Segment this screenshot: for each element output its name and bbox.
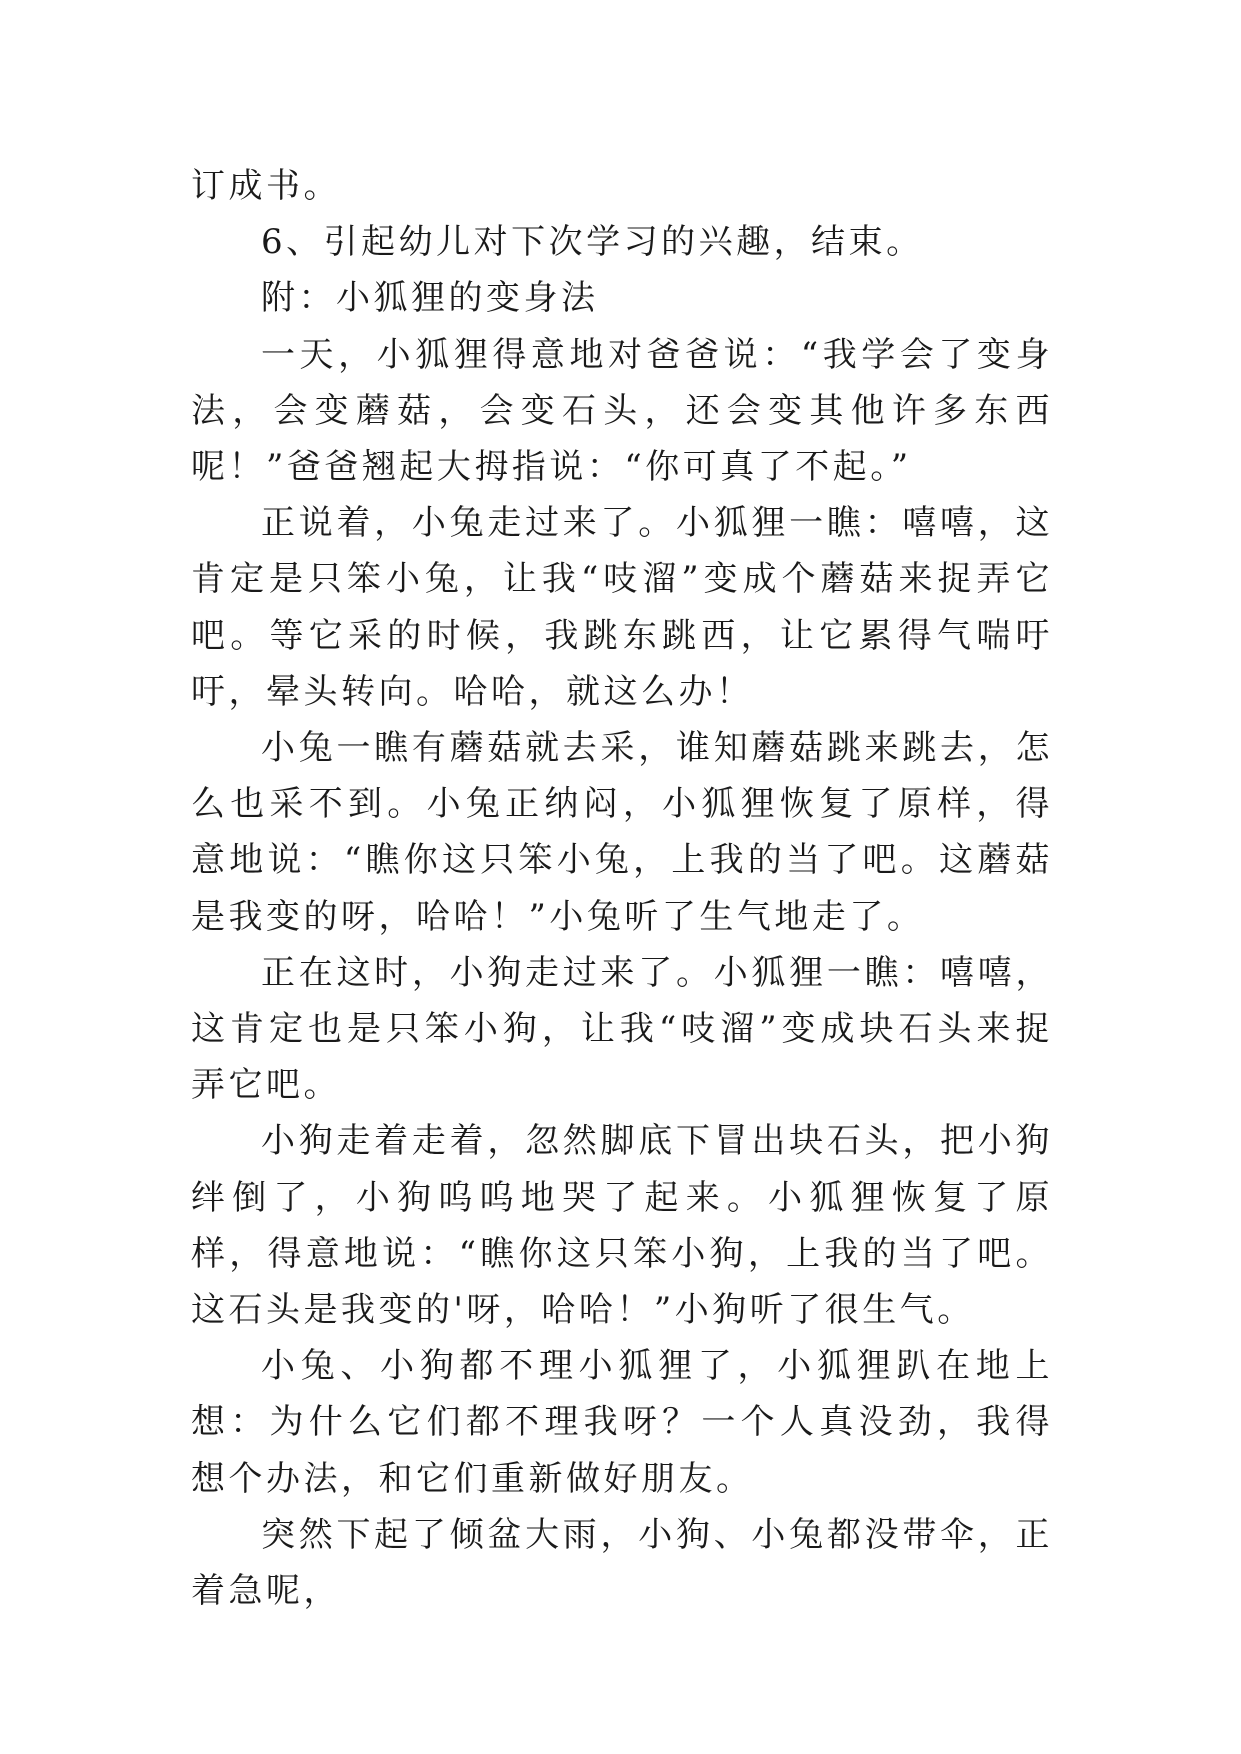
paragraph-continuation: 订成书。 [191, 166, 341, 206]
paragraph-story-2: 正说着，小兔走过来了。小狐狸一瞧：嘻嘻，这肯定是只笨小兔，让我“吱溜”变成个蘑菇来捉弄它吧。等它采的时候，我跳东跳西，让它累得气喘吁吁，晕头转向。哈哈，就这么办！ [191, 503, 1053, 712]
paragraph-story-7: 突然下起了倾盆大雨，小狗、小兔都没带伞，正着急呢， [191, 1514, 1053, 1612]
paragraph-story-3: 小兔一瞧有蘑菇就去采，谁知蘑菇跳来跳去，怎么也采不到。小兔正纳闷，小狐狸恢复了原样，得意地说：“瞧你这只笨小兔，上我的当了吧。这蘑菇是我变的呀，哈哈！”小兔听了生气地走了。 [191, 728, 1053, 937]
paragraph-story-6: 小兔、小狗都不理小狐狸了，小狐狸趴在地上想：为什么它们都不理我呀？一个人真没劲，我得想个办法，和它们重新做好朋友。 [191, 1346, 1053, 1499]
paragraph-story-1: 一天，小狐狸得意地对爸爸说：“我学会了变身法，会变蘑菇，会变石头，还会变其他许多东西呢！”爸爸翘起大拇指说：“你可真了不起。” [191, 334, 1053, 488]
document-body [191, 158, 1053, 1619]
paragraph-story-4: 正在这时，小狗走过来了。小狐狸一瞧：嘻嘻，这肯定也是只笨小狗，让我“吱溜”变成块石头来捉弄它吧。 [191, 952, 1053, 1106]
paragraph-story-5: 小狗走着走着，忽然脚底下冒出块石头，把小狗绊倒了，小狗呜呜地哭了起来。小狐狸恢复了原样，得意地说：“瞧你这只笨小狗，上我的当了吧。这石头是我变的'呀，哈哈！”小狗听了很生气。 [191, 1121, 1053, 1331]
paragraph-step-6: 6、引起幼儿对下次学习的兴趣，结束。 [261, 222, 924, 263]
paragraph-appendix-title: 附：小狐狸的变身法 [261, 278, 599, 319]
